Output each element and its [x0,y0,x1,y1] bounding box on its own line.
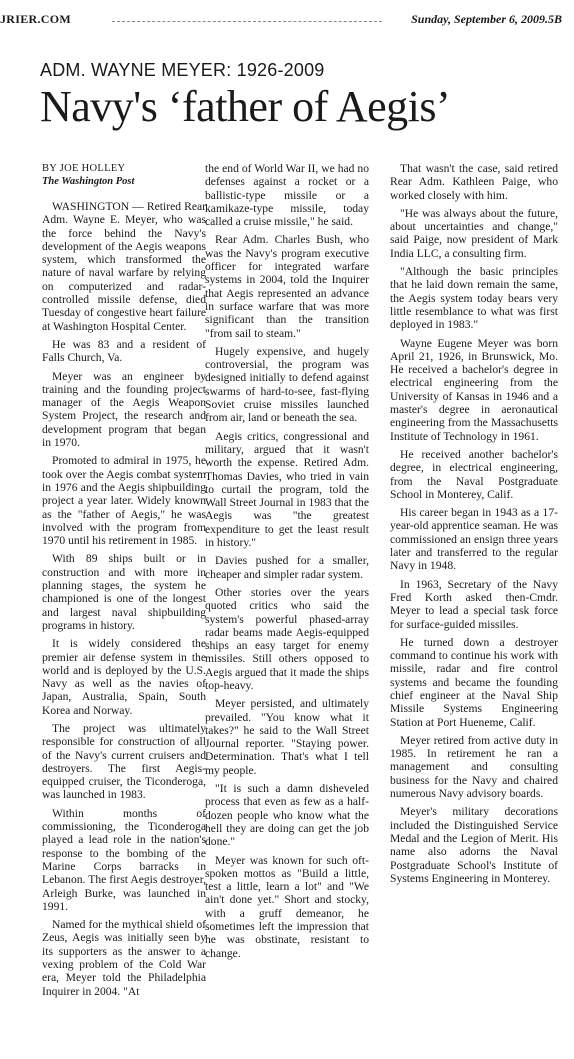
kicker: ADM. WAYNE MEYER: 1926-2009 [40,60,325,80]
page-header [0,6,574,26]
paragraph: Named for the mythical shield of Zeus, Aegis was initially seen by its supporters as the answer to a vexing problem of the Cold War era, Meyer told the Philadelphia Inquirer in 2004. "At [42,918,206,998]
paragraph: That wasn't the case, said retired Rear Adm. Kathleen Paige, who worked closely with him. [390,162,558,202]
byline-author: BY JOE HOLLEY [42,163,126,174]
paragraph: Meyer persisted, and ultimately prevailed. "You know what it takes?" he said to the Wall Street Journal reporter. "Staying power. Determination. That's what I tell my people. [205,697,369,777]
paragraph: Hugely expensive, and hugely controversial, the program was designed initially to defend against swarms of hard-to-see, fast-flying Soviet cruise missiles launched from air, land or beneath the sea. [205,344,369,425]
paragraph: In 1963, Secretary of the Navy Fred Korth asked then-Cmdr. Meyer to lead a special task force for surface-guided missiles. [390,577,558,631]
paragraph: Meyer retired from active duty in 1985. In retirement he ran a management and consulting business for the Navy and chaired numerous Navy advisory boards. [390,733,558,801]
paragraph: the end of World War II, we had no defenses against a rocket or a ballistic-type missile or a kamikaze-type missile, today called a cruise missile," he said. [205,162,369,229]
paragraph: WASHINGTON — Retired Rear Adm. Wayne E. Meyer, who was the force behind the Navy's development of the Aegis weapons system, which transformed the nature of naval warfare by relying on computerized and radar-controlled missile defense, died Tuesday of congestive heart failure at Washington Hospital Center. [42,200,206,333]
paragraph: The project was ultimately responsible for construction of all of the Navy's current cruisers and destroyers. The first Aegis-equipped cruiser, the Ticonderoga, was launched in 1983. [42,721,206,802]
paragraph: It is widely considered the premier air defense system in the world and is deployed by the U.S. Navy as well as the navies of Japan, Australia, Spain, South Korea and Norway. [42,637,206,717]
paragraph: Aegis critics, congressional and military, argued that it wasn't worth the expense. Retired Adm. Thomas Davies, who tried in vain to curtail the program, told the Wall Street Journal in 1983 that the Aegis was "the greatest expenditure to get the least result in history." [205,429,369,550]
paragraph: Promoted to admiral in 1975, he took over the Aegis combat system in 1976 and the Aegis shipbuilding project a year later. Widely known as the "father of Aegis," he was involved with the program from 1970 until his retirement in 1985. [42,454,206,548]
paragraph: Wayne Eugene Meyer was born April 21, 1926, in Brunswick, Mo. He received a bachelor's degree in electrical engineering from the University of Kansas in 1946 and a master's degree in aeronautical engineering from the Massachusetts Institute of Technology in 1961. [390,336,558,443]
paragraph: Meyer was known for such oft-spoken mottos as "Build a little, test a little, learn a lot" and "We ain't done yet." Short and stocky, with a gruff demeanor, he sometimes left the impression that he was obstinate, resistant to change. [205,853,369,960]
paragraph: He was 83 and a resident of Falls Church, Va. [42,337,206,365]
article-column-1 [42,162,206,1003]
paragraph: "Although the basic principles that he laid down remain the same, the Aegis system today bears very little resemblance to what was first deployed in 1983." [390,265,558,332]
paragraph: Meyer's military decorations included the Distinguished Service Medal and the Legion of Merit. His name also adorns the Naval Postgraduate School's Institute of Systems Engineering in Monterey. [390,805,558,885]
headline: Navy's ‘father of Aegis’ [40,82,451,131]
article-column-3 [390,162,558,890]
paragraph: Rear Adm. Charles Bush, who was the Navy's program executive officer for integrated warfare systems in 2004, told the Inquirer that Aegis represented an advance in surface warfare that was more significant than the transition "from sail to steam." [205,233,369,340]
article-column-2 [205,162,369,965]
paragraph: With 89 ships built or in construction and with more in planning stages, the system he championed is one of the longest and largest naval shipbuilding programs in history. [42,552,206,632]
paragraph: Within months of commissioning, the Ticonderoga played a lead role in the nation's response to the bombing of the Marine Corps barracks in Lebanon. The first Aegis destroyer, Arleigh Burke, was launched in 1991. [42,806,206,913]
paragraph: "He was always about the future, about uncertainties and change," said Paige, now president of Mark India LLC, a consulting firm. [390,206,558,260]
paragraph: He turned down a destroyer command to continue his work with missile, radar and fire control systems and became the founding chief engineer at the Naval Ship Missile Systems Engineering Station at Port Hueneme, Calif. [390,635,558,729]
paragraph: Davies pushed for a smaller, cheaper and simpler radar system. [205,554,369,581]
paragraph: His career began in 1943 as a 17-year-old apprentice seaman. He was commissioned an ensign three years later and transferred to the regular Navy in 1948. [390,506,558,573]
paragraph: Meyer was an engineer by training and the founding project manager of the Aegis Weapon System Project, the research and development program that began in 1970. [42,369,206,450]
paragraph: "It is such a damn disheveled process that even as few as a half-dozen people who know what the hell they are doing can get the job done." [205,782,369,849]
byline [42,162,206,188]
paragraph: He received another bachelor's degree, in electrical engineering, from the Naval Postgraduate School in Monterey, Calif. [390,447,558,501]
header-divider [112,21,382,22]
paragraph: Other stories over the years quoted critics who said the system's powerful phased-array radar beams made Aegis-equipped ships an easy target for enemy missiles. Still others opposed to Aegis argued that it made the ships top-heavy. [205,585,369,692]
byline-outlet: The Washington Post [42,176,135,187]
source-name: JRIER.COM [0,12,72,26]
dateline: Sunday, September 6, 2009.5B [411,12,562,26]
